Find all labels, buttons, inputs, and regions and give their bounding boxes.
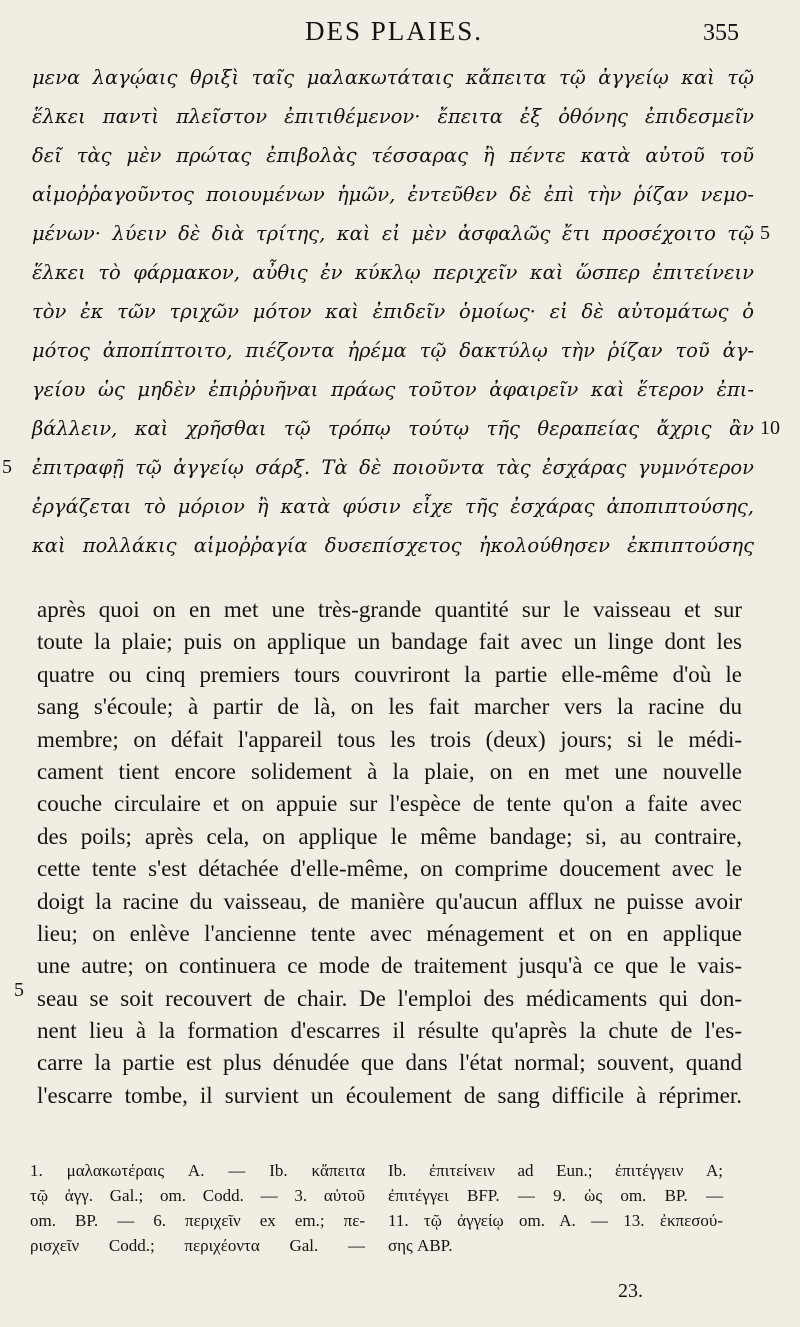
line-number-left-5: 5 [14, 979, 24, 1001]
french-line: membre; on défait l'appareil tous les trois (deux) jours; si le médi- [37, 726, 742, 752]
french-line: l'escarre tombe, il survient un écoulement de sang difficile à réprimer. [37, 1082, 742, 1108]
greek-line: μότος ἀποπίπτοιτο, πιέζοντα ἠρέμα τῷ δακτύλῳ τὴν ῥίζαν τοῦ ἀγ- [32, 339, 754, 362]
greek-line: τὸν ἐκ τῶν τριχῶν μότον καὶ ἐπιδεῖν ὁμοίως· εἰ δὲ αὐτομάτως ὁ [32, 300, 754, 323]
french-line: après quoi on en met une très-grande quantité sur le vaisseau et sur [37, 597, 742, 622]
footnote-column-left [30, 1158, 365, 1258]
french-line: cette tente s'est détachée d'elle-même, on comprime doucement avec le [37, 856, 742, 882]
footnote-line: 1. μαλακωτέραις A. — Ib. κἄπειτα [30, 1161, 365, 1180]
line-number-10: 10 [760, 417, 780, 439]
french-line: seau se soit recouvert de chair. De l'emploi des médicaments qui don- [37, 985, 742, 1011]
footnote-line: om. BP. — 6. περιχεῖν ex em.; πε- [30, 1211, 365, 1230]
line-number-5: 5 [760, 222, 770, 244]
greek-line: καὶ πολλάκις αἱμοῤῥαγία δυσεπίσχετος ἠκολούθησεν ἐκπιπτούσης [32, 534, 754, 557]
greek-line: μενα λαγῴαις θριξὶ ταῖς μαλακωτάταις κἄπειτα τῷ ἀγγείῳ καὶ τῷ [32, 66, 754, 89]
greek-line: δεῖ τὰς μὲν πρώτας ἐπιβολὰς τέσσαρας ἢ πέντε κατὰ αὐτοῦ τοῦ [32, 144, 754, 167]
greek-text-block [2, 58, 780, 565]
french-line: une autre; on continuera ce mode de traitement jusqu'à ce que le vais- [37, 953, 742, 979]
french-translation-block [14, 594, 742, 1112]
french-line: couche circulaire et on appuie sur l'espèce de tente qu'on a faite avec [37, 791, 742, 817]
greek-line: ἕλκει τὸ φάρμακον, αὖθις ἐν κύκλῳ περιχεῖν καὶ ὥσπερ ἐπιτείνειν [32, 261, 754, 284]
footnote-line: ρισχεῖν Codd.; περιχέοντα Gal. — [30, 1236, 365, 1255]
footnote-line: Ib. ἐπιτείνειν ad Eun.; ἐπιτέγγειν A; [388, 1161, 723, 1180]
french-line: quatre ou cinq premiers tours couvriront la partie elle-même d'où le [37, 661, 742, 687]
footnote-column-right [388, 1158, 723, 1258]
running-head [0, 14, 800, 54]
footnote-line: τῷ ἀγγ. Gal.; om. Codd. — 3. αὐτοῦ [30, 1186, 365, 1205]
french-line: sang s'écoule; à partir de là, on les fait marcher vers la racine du [37, 694, 742, 720]
french-line: cament tient encore solidement à la plaie, on en met une nouvelle [37, 758, 742, 784]
footnote-line: 11. τῷ ἀγγείῳ om. A. — 13. ἐκπεσού- [388, 1211, 723, 1230]
footnote-line: σης ABP. [388, 1236, 453, 1255]
signature-mark: 23. [618, 1280, 643, 1302]
french-line: doigt la racine du vaisseau, de manière qu'aucun afflux ne puisse avoir [37, 888, 742, 914]
greek-line: αἱμοῤῥαγοῦντος ποιουμένων ἡμῶν, ἐντεῦθεν δὲ ἐπὶ τὴν ῥίζαν νεμο- [32, 183, 754, 206]
line-number-left-5: 5 [2, 456, 12, 478]
greek-line: ἐργάζεται τὸ μόριον ἢ κατὰ φύσιν εἶχε τῆς ἐσχάρας ἀποπιπτούσης, [32, 495, 754, 518]
french-line: carre la partie est plus dénudée que dans l'état normal; souvent, quand [37, 1050, 742, 1076]
french-line: nent lieu à la formation d'escarres il résulte qu'après la chute de l'es- [37, 1018, 742, 1044]
greek-line: βάλλειν, καὶ χρῆσθαι τῷ τρόπῳ τούτῳ τῆς θεραπείας ἄχρις ἂν [32, 417, 754, 440]
greek-line: μένων· λύειν δὲ διὰ τρίτης, καὶ εἰ μὲν ἀσφαλῶς ἔτι προσέχοιτο τῷ [32, 222, 754, 245]
greek-line: ἐπιτραφῇ τῷ ἀγγείῳ σάρξ. Τὰ δὲ ποιοῦντα τὰς ἐσχάρας γυμνότερον [32, 456, 754, 479]
french-line: des poils; après cela, on applique le même bandage; si, au contraire, [37, 823, 742, 849]
running-title: DES PLAIES. [305, 16, 484, 46]
greek-line: ἕλκει παντὶ πλεῖστον ἐπιτιθέμενον· ἔπειτα ἐξ ὀθόνης ἐπιδεσμεῖν [32, 105, 754, 128]
footnote-line: ἐπιτέγγει BFP. — 9. ὡς om. BP. — [388, 1186, 723, 1205]
french-line: lieu; on enlève l'ancienne tente avec ménagement et on en applique [37, 920, 742, 946]
french-line: toute la plaie; puis on applique un bandage fait avec un linge dont les [37, 629, 742, 655]
page-number: 355 [703, 20, 739, 46]
greek-line: γείου ὡς μηδὲν ἐπιῤῥυῆναι πράως τοῦτον ἀφαιρεῖν καὶ ἕτερον ἐπι- [32, 378, 754, 401]
